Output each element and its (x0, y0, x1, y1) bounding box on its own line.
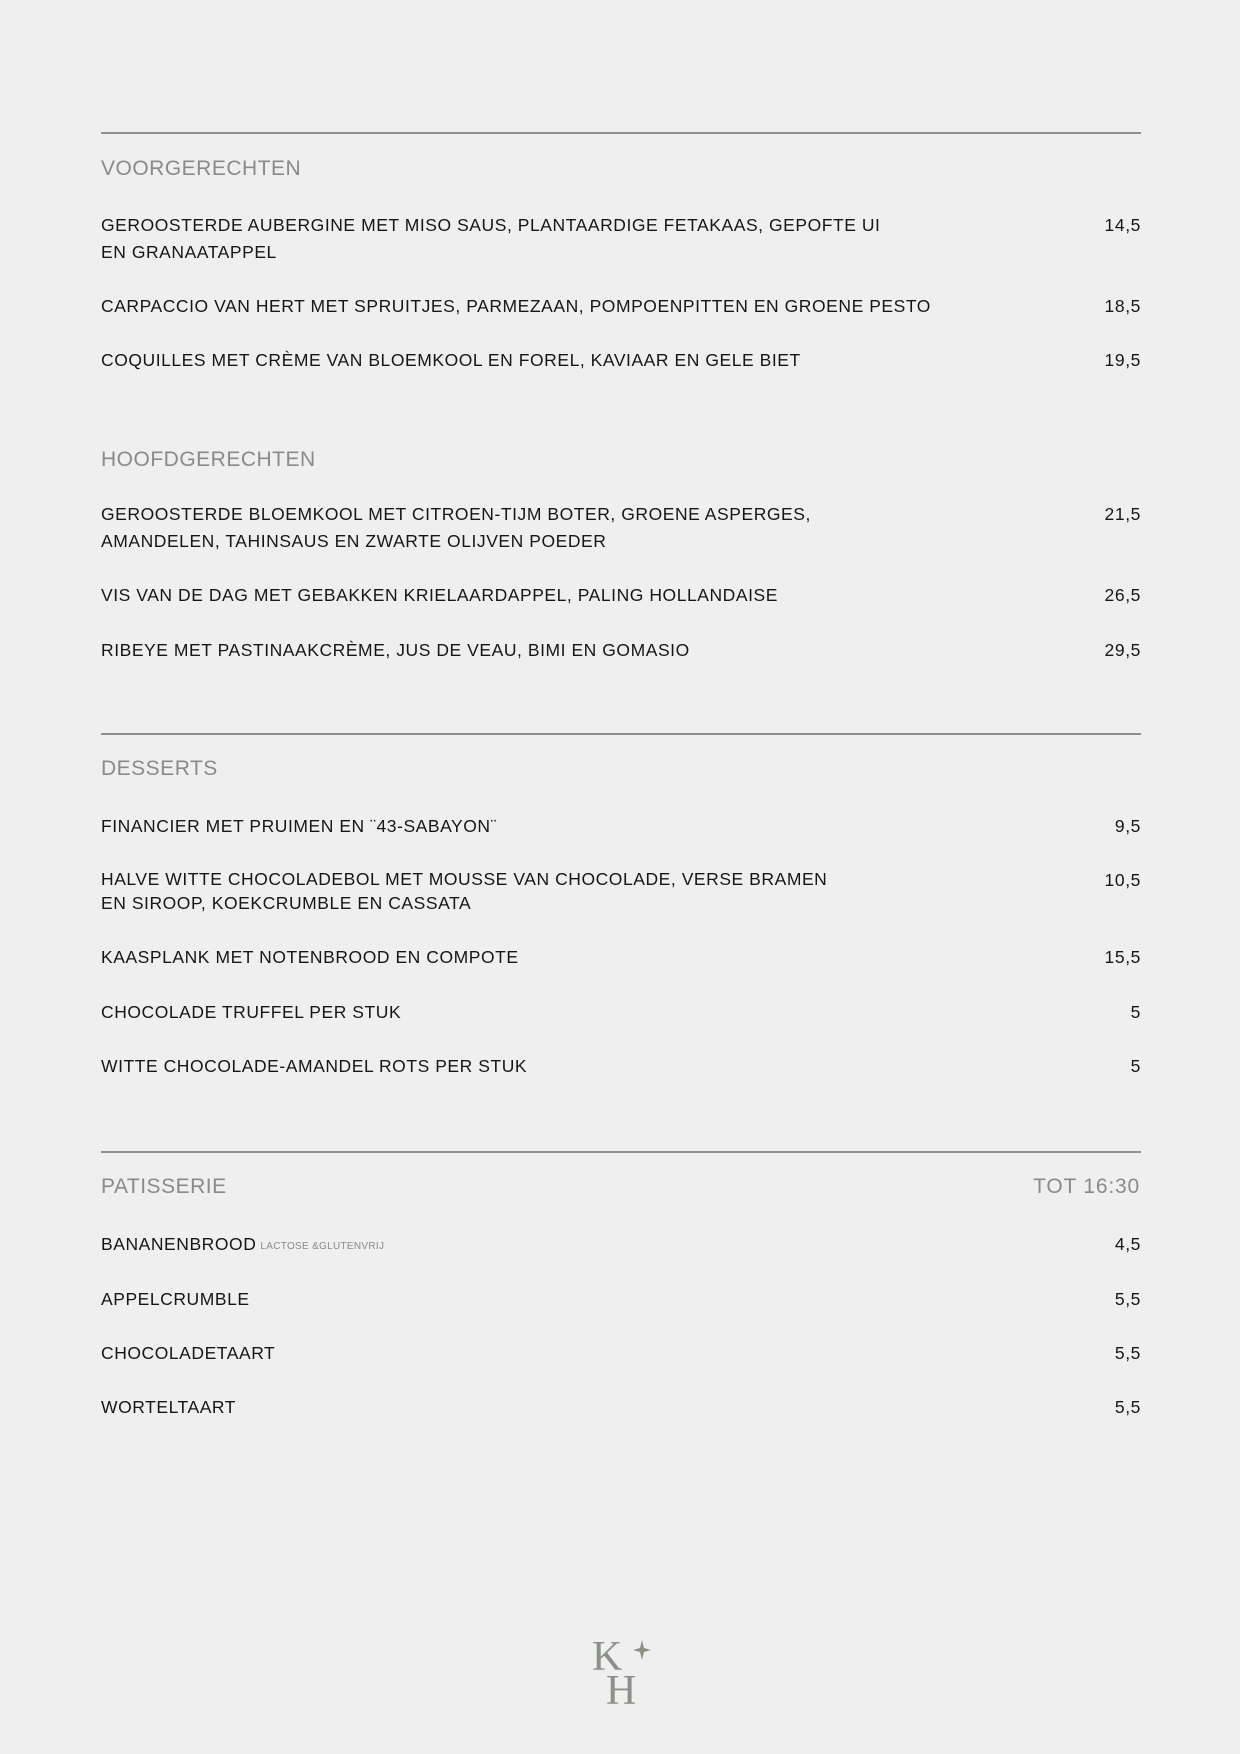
menu-item (101, 1231, 1141, 1260)
item-name: HALVE WITTE CHOCOLADEBOL MET MOUSSE VAN CHOCOLADE, VERSE BRAMEN (101, 869, 828, 889)
item-name: APPELCRUMBLE (101, 1289, 250, 1309)
dietary-note: LACTOSE &GLUTENVRIJ (260, 1241, 385, 1252)
divider (101, 733, 1141, 735)
item-price: 5 (1130, 1056, 1141, 1076)
item-name: FINANCIER MET PRUIMEN EN ¨43-SABAYON¨ (101, 816, 498, 836)
menu-item (101, 293, 1141, 320)
kh-monogram-icon (590, 1630, 652, 1706)
item-name: RIBEYE MET PASTINAAKCRÈME, JUS DE VEAU, BIMI EN GOMASIO (101, 640, 690, 660)
item-price: 9,5 (1114, 816, 1141, 836)
item-price: 5,5 (1114, 1289, 1141, 1309)
item-price: 21,5 (1104, 504, 1141, 524)
item-price: 26,5 (1104, 585, 1141, 605)
item-price: 14,5 (1104, 215, 1141, 235)
menu-item (101, 637, 1141, 664)
menu-item (101, 999, 1141, 1026)
item-price: 18,5 (1104, 296, 1141, 316)
svg-text:K: K (592, 1634, 623, 1680)
item-name: KAASPLANK MET NOTENBROOD EN COMPOTE (101, 947, 519, 967)
divider (101, 132, 1141, 134)
item-name: COQUILLES MET CRÈME VAN BLOEMKOOL EN FOREL, KAVIAAR EN GELE BIET (101, 350, 801, 370)
item-name: WITTE CHOCOLADE-AMANDEL ROTS PER STUK (101, 1056, 528, 1076)
item-price: 15,5 (1104, 947, 1141, 967)
item-name: GEROOSTERDE BLOEMKOOL MET CITROEN-TIJM BOTER, GROENE ASPERGES, (101, 504, 811, 524)
menu-item (101, 1286, 1141, 1313)
item-price: 10,5 (1104, 870, 1141, 890)
menu-item (101, 582, 1141, 609)
item-price: 19,5 (1104, 350, 1141, 370)
item-name-line-2: EN GRANAATAPPEL (101, 242, 277, 262)
menu-item (101, 212, 1141, 266)
menu-item (101, 501, 1141, 555)
item-name: VIS VAN DE DAG MET GEBAKKEN KRIELAARDAPPEL, PALING HOLLANDAISE (101, 585, 778, 605)
item-name: CHOCOLADE TRUFFEL PER STUK (101, 1002, 402, 1022)
item-price: 4,5 (1114, 1234, 1141, 1254)
menu-item (101, 944, 1141, 971)
item-name: WORTELTAART (101, 1397, 237, 1417)
item-name (101, 1231, 1141, 1260)
item-name: CARPACCIO VAN HERT MET SPRUITJES, PARMEZAAN, POMPOENPITTEN EN GROENE PESTO (101, 296, 931, 316)
menu-item (101, 867, 1141, 915)
item-name: GEROOSTERDE AUBERGINE MET MISO SAUS, PLANTAARDIGE FETAKAAS, GEPOFTE UI (101, 215, 881, 235)
item-price: 5,5 (1114, 1343, 1141, 1363)
item-price: 5,5 (1114, 1397, 1141, 1417)
item-name-text: BANANENBROOD (101, 1234, 257, 1254)
menu-item (101, 1340, 1141, 1367)
divider (101, 1151, 1141, 1153)
item-price: 5 (1130, 1002, 1141, 1022)
section-title-desserts: DESSERTS (101, 757, 218, 780)
section-title-voorgerechten: VOORGERECHTEN (101, 157, 302, 180)
menu-item (101, 813, 1141, 840)
serving-time-note: TOT 16:30 (1033, 1175, 1140, 1198)
svg-text:H: H (606, 1668, 637, 1706)
section-title-patisserie: PATISSERIE (101, 1175, 227, 1198)
item-name-line-2: AMANDELEN, TAHINSAUS EN ZWARTE OLIJVEN POEDER (101, 531, 607, 551)
menu-item (101, 1053, 1141, 1080)
item-name: CHOCOLADETAART (101, 1343, 276, 1363)
item-price: 29,5 (1104, 640, 1141, 660)
menu-item (101, 347, 1141, 374)
item-name-line-2: EN SIROOP, KOEKCRUMBLE EN CASSATA (101, 893, 472, 913)
menu-item (101, 1394, 1141, 1421)
section-title-hoofdgerechten: HOOFDGERECHTEN (101, 448, 316, 471)
